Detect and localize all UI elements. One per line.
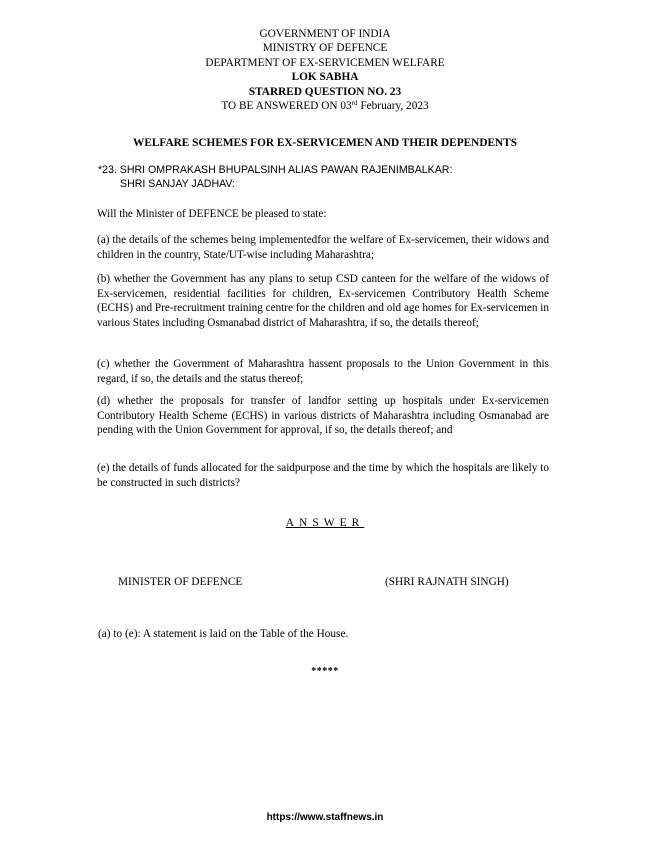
answer-date-prefix: TO BE ANSWERED ON 03 xyxy=(221,100,352,112)
minister-label: MINISTER OF DEFENCE xyxy=(118,576,243,588)
askers-line-2: SHRI SANJAY JADHAV: xyxy=(120,178,235,190)
question-part-e: (e) the details of funds allocated for the saidpurpose and the time by which the hospitals are likely to be constructed in such districts? xyxy=(97,462,549,489)
answer-text: (a) to (e): A statement is laid on the Table of the House. xyxy=(98,628,349,640)
question-title: WELFARE SCHEMES FOR EX-SERVICEMEN AND THEIR DEPENDENTS xyxy=(133,137,517,149)
header-house: LOK SABHA xyxy=(291,71,359,83)
header-department: DEPARTMENT OF EX-SERVICEMEN WELFARE xyxy=(205,57,445,69)
question-part-d: (d) whether the proposals for transfer of landfor setting up hospitals under Ex-servicemen Contributory Health Scheme (ECHS) in various districts of Maharashtra including Osmanabad are pending with the Union Government for approval, if so, the details thereof; and xyxy=(97,395,549,436)
question-part-c: (c) whether the Government of Maharashtra hassent proposals to the Union Government in this regard, if so, the details and the status thereof; xyxy=(97,358,549,385)
askers-line-1: *23. SHRI OMPRAKASH BHUPALSINH ALIAS PAWAN RAJENIMBALKAR: xyxy=(98,164,453,176)
end-mark: ***** xyxy=(311,666,339,677)
minister-name: (SHRI RAJNATH SINGH) xyxy=(385,576,509,588)
question-part-a: (a) the details of the schemes being implementedfor the welfare of Ex-servicemen, their widows and children in the country, State/UT-wise including Maharashtra; xyxy=(97,234,549,261)
answer-date-suffix: February, 2023 xyxy=(357,100,429,112)
answer-heading xyxy=(0,517,650,529)
answer-date-superscript: rd xyxy=(351,99,358,107)
header-ministry: MINISTRY OF DEFENCE xyxy=(262,42,388,54)
answer-heading-text: ANSWER xyxy=(285,517,365,529)
question-part-b: (b) whether the Government has any plans to setup CSD canteen for the welfare of the widows of Ex-servicemen, residential facilities for children, Ex-servicemen Contributory Health Scheme (ECHS) and Pre-recruitment training centre for the children and old age homes for Ex-servicemen in various States including Osmanabad district of Maharashtra, if so, the details thereof; xyxy=(97,273,549,329)
question-intro: Will the Minister of DEFENCE be pleased to state: xyxy=(97,208,327,220)
header-answer-date xyxy=(0,99,650,113)
header-government: GOVERNMENT OF INDIA xyxy=(259,28,391,40)
header-question-number: STARRED QUESTION NO. 23 xyxy=(248,86,402,98)
footer-url: https://www.staffnews.in xyxy=(266,812,384,823)
